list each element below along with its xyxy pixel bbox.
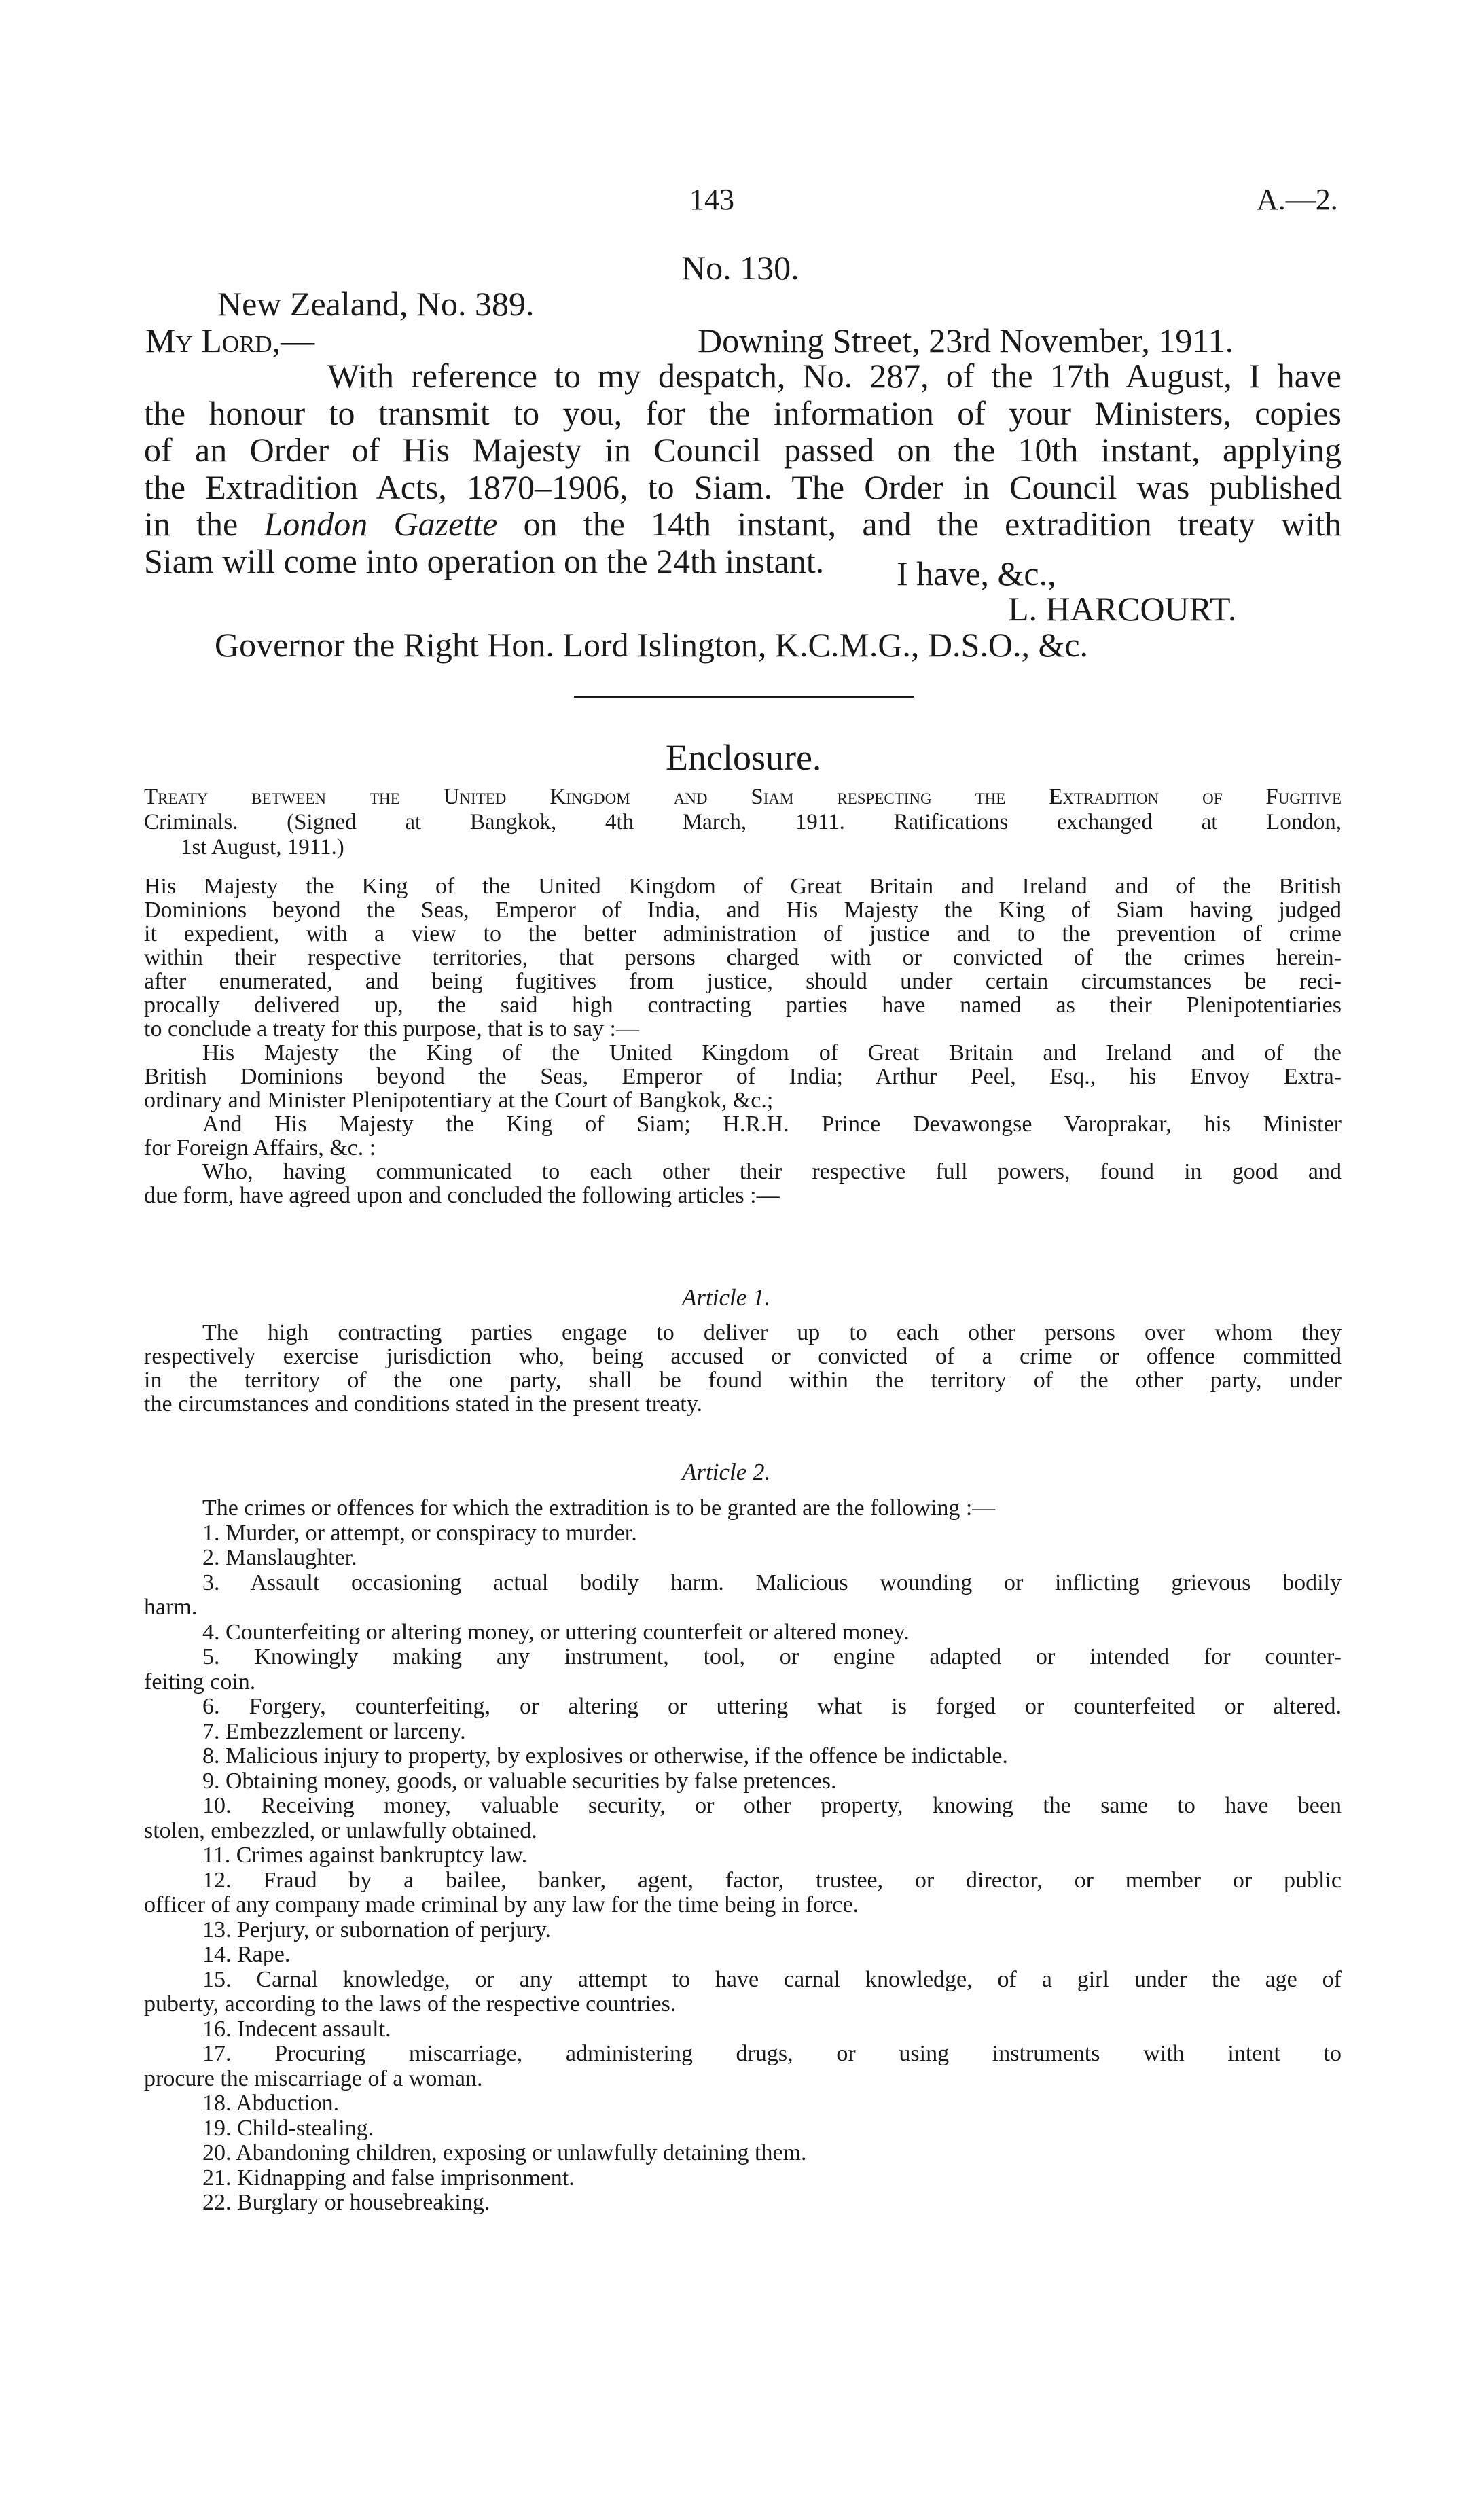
preamble-line: due form, have agreed upon and concluded the following articles :— [144,1183,780,1208]
enclosure-title: Enclosure. [666,737,822,778]
letter-body-line [144,505,1342,543]
offence-item: 1. Murder, or attempt, or conspiracy to murder. [202,1520,637,1546]
article-1-line: respectively exercise jurisdiction who, being accused or convicted of a crime or offence committed [144,1344,1342,1369]
preamble-line: to conclude a treaty for this purpose, that is to say :— [144,1016,639,1042]
offence-item: 11. Crimes against bankruptcy law. [202,1843,528,1868]
preamble [144,874,1342,1207]
letter-origin: New Zealand, No. 389. [217,285,535,323]
preamble-line: Dominions beyond the Seas, Emperor of India, and His Majesty the King of Siam having judged [144,898,1342,923]
offence-item-continuation: procure the miscarriage of a woman. [144,2065,483,2091]
treaty-title-line: Treaty between the United Kingdom and Siam respecting the Extradition of Fugitive [144,785,1342,809]
article-1-line: the circumstances and conditions stated in the present treaty. [144,1391,703,1417]
letter-body-line: the Extradition Acts, 1870–1906, to Siam. The Order in Council was published [144,467,1342,506]
preamble-line: Who, having communicated to each other their respective full powers, found in good and [202,1159,1342,1184]
letter-signature: L. HARCOURT. [1008,590,1237,628]
preamble-line: procally delivered up, the said high contracting parties have named as their Plenipotentiaries [144,993,1342,1018]
offence-item: 5. Knowingly making any instrument, tool, or engine adapted or intended for counter- [202,1644,1342,1669]
letter-recipient: Governor the Right Hon. Lord Islington, K.C.M.G., D.S.O., &c. [215,626,1089,664]
preamble-line: British Dominions beyond the Seas, Emperor of India; Arthur Peel, Esq., his Envoy Extra- [144,1064,1342,1089]
preamble-line: His Majesty the King of the United Kingdom of Great Britain and Ireland and of the British [144,874,1342,899]
newspaper-title: London Gazette [264,505,498,543]
article-2-intro: The crimes or offences for which the extradition is to be granted are the following :— [202,1495,996,1521]
letter-body-line: Siam will come into operation on the 24th instant. [144,542,825,580]
letter-body-line: With reference to my despatch, No. 287, of the 17th August, I have [327,357,1342,395]
article-2-body [144,1496,1342,2216]
article-1-body [144,1321,1342,1416]
treaty-title-line: 1st August, 1911.) [181,835,344,859]
article-1-line: The high contracting parties engage to deliver up to each other persons over whom they [202,1320,1342,1345]
article-1-heading: Article 1. [682,1284,771,1311]
letter-salutation: My Lord,— [145,321,315,359]
preamble-line: within their respective territories, that persons charged with or convicted of the crimes herein- [144,945,1342,970]
letter-body-text: on the 14th instant, and the extradition treaty with [497,505,1342,543]
preamble-line: it expedient, with a view to the better administration of justice and to the prevention of crime [144,921,1342,946]
preamble-line: His Majesty the King of the United Kingdom of Great Britain and Ireland and of the [202,1040,1342,1065]
offence-item: 13. Perjury, or subornation of perjury. [202,1917,552,1942]
letter-body [144,357,1342,580]
offence-item-continuation: stolen, embezzled, or unlawfully obtained. [144,1817,537,1843]
offence-item: 10. Receiving money, valuable security, or other property, knowing the same to have been [202,1793,1342,1818]
offence-item: 16. Indecent assault. [202,2016,391,2042]
section-divider [574,696,914,698]
offence-item: 2. Manslaughter. [202,1545,357,1570]
offence-item: 3. Assault occasioning actual bodily harm. Malicious wounding or inflicting grievous bodily [202,1569,1342,1595]
offence-item: 12. Fraud by a bailee, banker, agent, factor, trustee, or director, or member or public [202,1867,1342,1893]
offence-item: 8. Malicious injury to property, by explosives or otherwise, if the offence be indictable. [202,1743,1008,1769]
letter-closing: I have, &c., [897,554,1056,592]
letter-body-line: the honour to transmit to you, for the information of your Ministers, copies [144,393,1342,432]
offence-item-continuation: puberty, according to the laws of the respective countries. [144,1991,677,2017]
offence-item: 18. Abduction. [202,2091,340,2116]
offence-item: 19. Child-stealing. [202,2115,374,2141]
letter-address-date: Downing Street, 23rd November, 1911. [698,321,1234,359]
offence-item: 4. Counterfeiting or altering money, or uttering counterfeit or altered money. [202,1619,910,1645]
letter-body-text: in the [144,505,264,543]
offence-item: 7. Embezzlement or larceny. [202,1718,466,1744]
letter-number: No. 130. [681,249,799,287]
article-1-line: in the territory of the one party, shall be found within the territory of the other party, under [144,1368,1342,1393]
preamble-line: for Foreign Affairs, &c. : [144,1135,376,1160]
page-number: 143 [689,183,734,216]
offence-item: 22. Burglary or housebreaking. [202,2190,490,2215]
offence-item: 21. Kidnapping and false imprisonment. [202,2165,575,2190]
offence-item: 20. Abandoning children, exposing or unlawfully detaining them. [202,2140,807,2165]
article-2-heading: Article 2. [682,1459,771,1485]
offence-item: 9. Obtaining money, goods, or valuable securities by false pretences. [202,1768,837,1794]
letter-body-line: of an Order of His Majesty in Council passed on the 10th instant, applying [144,431,1342,469]
treaty-title [144,785,1342,860]
series-reference: A.—2. [1257,183,1338,216]
offence-item-continuation: feiting coin. [144,1669,256,1694]
offence-item: 17. Procuring miscarriage, administering drugs, or using instruments with intent to [202,2041,1342,2066]
offence-item: 14. Rape. [202,1942,291,1967]
treaty-title-line: Criminals. (Signed at Bangkok, 4th March, 1911. Ratifications exchanged at London, [144,810,1342,834]
preamble-line: ordinary and Minister Plenipotentiary at the Court of Bangkok, &c.; [144,1088,774,1113]
offence-item: 15. Carnal knowledge, or any attempt to have carnal knowledge, of a girl under the age of [202,1966,1342,1992]
preamble-line: after enumerated, and being fugitives from justice, should under certain circumstances be reci- [144,969,1342,994]
preamble-line: And His Majesty the King of Siam; H.R.H. Prince Devawongse Varoprakar, his Minister [202,1112,1342,1137]
offence-item: 6. Forgery, counterfeiting, or altering or uttering what is forged or counterfeited or altered. [202,1694,1342,1719]
offence-item-continuation: officer of any company made criminal by any law for the time being in force. [144,1892,859,1917]
offence-item-continuation: harm. [144,1595,198,1620]
